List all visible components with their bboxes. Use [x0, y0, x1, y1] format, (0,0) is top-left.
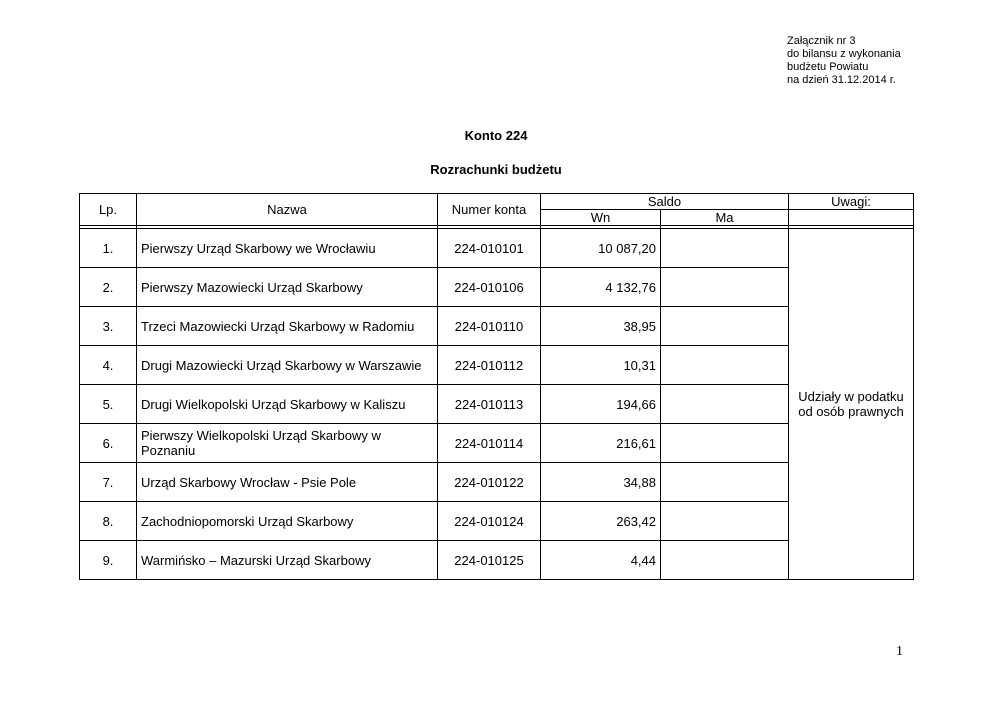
- row-wn: 194,66: [541, 385, 661, 424]
- row-ma: [661, 463, 789, 502]
- row-wn: 34,88: [541, 463, 661, 502]
- row-wn: 10 087,20: [541, 229, 661, 268]
- row-ma: [661, 502, 789, 541]
- row-nazwa: Warmińsko – Mazurski Urząd Skarbowy: [137, 541, 438, 580]
- annex-line: budżetu Powiatu: [787, 61, 869, 73]
- row-numer-konta: 224-010125: [438, 541, 541, 580]
- header-numer-konta: Numer konta: [438, 194, 541, 226]
- page-title: Konto 224: [464, 128, 528, 143]
- table-row: [80, 424, 914, 463]
- row-ma: [661, 268, 789, 307]
- row-numer-konta: 224-010112: [438, 346, 541, 385]
- row-ma: [661, 346, 789, 385]
- row-lp: 6.: [80, 424, 137, 463]
- row-wn: 4,44: [541, 541, 661, 580]
- header-lp: Lp.: [80, 194, 137, 226]
- row-lp: 7.: [80, 463, 137, 502]
- row-nazwa: Urząd Skarbowy Wrocław - Psie Pole: [137, 463, 438, 502]
- table-row: [80, 229, 914, 268]
- row-wn: 4 132,76: [541, 268, 661, 307]
- row-wn: 38,95: [541, 307, 661, 346]
- annex-line: Załącznik nr 3: [787, 35, 856, 47]
- row-lp: 2.: [80, 268, 137, 307]
- header-wn: Wn: [541, 210, 661, 226]
- table-row: [80, 541, 914, 580]
- row-lp: 5.: [80, 385, 137, 424]
- uwagi-note: Udziały w podatku od osób prawnych: [789, 229, 914, 580]
- row-numer-konta: 224-010114: [438, 424, 541, 463]
- row-numer-konta: 224-010101: [438, 229, 541, 268]
- row-lp: 3.: [80, 307, 137, 346]
- row-lp: 1.: [80, 229, 137, 268]
- annex-note: [787, 35, 901, 87]
- row-ma: [661, 541, 789, 580]
- row-wn: 263,42: [541, 502, 661, 541]
- row-nazwa: Pierwszy Mazowiecki Urząd Skarbowy: [137, 268, 438, 307]
- table-row: [80, 268, 914, 307]
- header-uwagi-blank: [789, 210, 914, 226]
- page-subtitle: Rozrachunki budżetu: [430, 162, 562, 177]
- header-nazwa: Nazwa: [137, 194, 438, 226]
- table-row: [80, 307, 914, 346]
- row-nazwa: Trzeci Mazowiecki Urząd Skarbowy w Radomiu: [137, 307, 438, 346]
- annex-line: do bilansu z wykonania: [787, 48, 901, 60]
- row-nazwa: Pierwszy Wielkopolski Urząd Skarbowy w Poznaniu: [137, 424, 438, 463]
- row-nazwa: Pierwszy Urząd Skarbowy we Wrocławiu: [137, 229, 438, 268]
- row-lp: 8.: [80, 502, 137, 541]
- row-nazwa: Zachodniopomorski Urząd Skarbowy: [137, 502, 438, 541]
- row-wn: 216,61: [541, 424, 661, 463]
- row-numer-konta: 224-010124: [438, 502, 541, 541]
- row-numer-konta: 224-010106: [438, 268, 541, 307]
- row-ma: [661, 229, 789, 268]
- header-uwagi: Uwagi:: [789, 194, 914, 210]
- page-number: 1: [896, 644, 903, 659]
- row-wn: 10,31: [541, 346, 661, 385]
- ledger-table: [79, 193, 914, 580]
- row-ma: [661, 307, 789, 346]
- table-row: [80, 463, 914, 502]
- row-lp: 9.: [80, 541, 137, 580]
- row-numer-konta: 224-010110: [438, 307, 541, 346]
- table-row: [80, 346, 914, 385]
- row-ma: [661, 424, 789, 463]
- row-numer-konta: 224-010113: [438, 385, 541, 424]
- row-nazwa: Drugi Wielkopolski Urząd Skarbowy w Kaliszu: [137, 385, 438, 424]
- row-ma: [661, 385, 789, 424]
- header-saldo: Saldo: [541, 194, 789, 210]
- row-numer-konta: 224-010122: [438, 463, 541, 502]
- row-nazwa: Drugi Mazowiecki Urząd Skarbowy w Warszawie: [137, 346, 438, 385]
- row-lp: 4.: [80, 346, 137, 385]
- table-row: [80, 385, 914, 424]
- header-ma: Ma: [661, 210, 789, 226]
- annex-line: na dzień 31.12.2014 r.: [787, 74, 896, 86]
- table-row: [80, 502, 914, 541]
